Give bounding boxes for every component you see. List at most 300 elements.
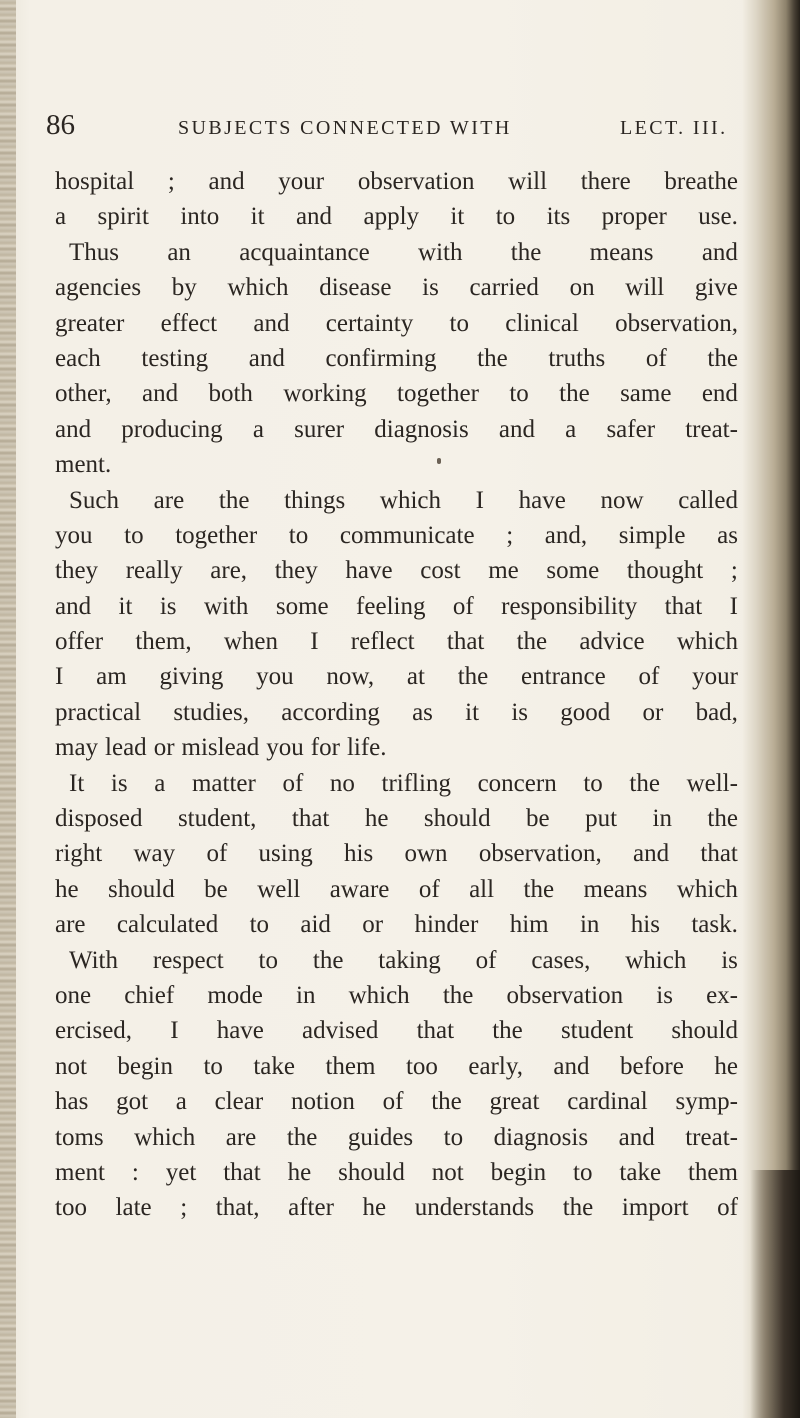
word: other, (55, 380, 112, 408)
word: after (288, 1194, 334, 1222)
word: advised (302, 1017, 379, 1045)
word: that (416, 1017, 455, 1045)
word: clear (214, 1088, 264, 1116)
word: a (175, 1088, 187, 1116)
body-text (55, 164, 738, 1226)
word: as (717, 521, 738, 549)
word: of (206, 840, 228, 868)
word: ; (180, 1194, 188, 1222)
word: and (142, 380, 179, 408)
running-title: SUBJECTS CONNECTED WITH (178, 117, 512, 139)
word: should (108, 875, 175, 903)
word: the (312, 946, 344, 974)
word: trifling (381, 769, 451, 797)
word: a (565, 415, 577, 443)
word: called (678, 486, 738, 514)
word: which (625, 946, 687, 974)
text-line (55, 1084, 738, 1119)
word: treat- (685, 1123, 738, 1151)
word: observation, (478, 840, 602, 868)
word: hospital (55, 168, 135, 195)
word: there (580, 168, 631, 195)
word: give (694, 274, 738, 302)
text-line (55, 766, 738, 801)
word: cases, (531, 946, 591, 974)
word: have (518, 486, 566, 514)
word: disposed (55, 805, 143, 833)
word: together (175, 521, 258, 549)
text-line (55, 801, 738, 836)
word: them (325, 1052, 376, 1080)
word: It (69, 769, 85, 797)
text-line (55, 836, 738, 871)
ink-speck (437, 458, 441, 464)
text-line (55, 1120, 738, 1155)
word: that (700, 840, 738, 868)
page-number: 86 (46, 109, 75, 141)
word: me (488, 557, 519, 585)
word: working (283, 380, 367, 408)
word: or (362, 911, 384, 939)
word: student (560, 1017, 634, 1045)
word: to (573, 1158, 593, 1186)
text-line (55, 235, 738, 270)
word: together (397, 380, 479, 408)
word: into (180, 203, 220, 231)
word: your (278, 168, 325, 195)
word: acquaintance (239, 238, 370, 266)
word: I (475, 486, 484, 514)
word: of (452, 592, 474, 620)
word: that (223, 1158, 261, 1186)
text-line (55, 1190, 738, 1225)
word: his (344, 840, 374, 868)
word: ment. (55, 451, 112, 479)
text-line (55, 1013, 738, 1048)
text-line (55, 376, 738, 411)
word: treat- (685, 415, 738, 443)
page-corner-shadow (750, 1170, 800, 1418)
word: them (687, 1158, 738, 1186)
word: a (55, 203, 67, 231)
word: apply (363, 203, 420, 231)
word: should (423, 805, 491, 833)
word: mode (207, 981, 263, 1009)
word: each (55, 344, 101, 372)
word: ; (730, 557, 738, 585)
text-line (55, 1049, 738, 1084)
word: same (620, 380, 672, 408)
text-line (55, 695, 738, 730)
word: the (707, 344, 738, 372)
word: I (55, 663, 64, 691)
word: he (714, 1052, 738, 1080)
word: the (516, 628, 548, 656)
word: to (443, 1123, 464, 1151)
word: I (170, 1017, 179, 1045)
page-header (0, 105, 800, 145)
text-line (55, 589, 738, 624)
word: they (55, 557, 99, 585)
word: is (656, 981, 673, 1009)
word: means (583, 875, 648, 903)
text-line (55, 978, 738, 1013)
word: effect (160, 309, 218, 337)
word: mislead (181, 734, 260, 762)
word: well (257, 875, 301, 903)
word: to (583, 769, 603, 797)
word: own (404, 840, 448, 868)
word: Such (69, 486, 119, 514)
word: all (469, 875, 495, 903)
word: at (406, 663, 425, 691)
word: have (216, 1017, 264, 1045)
word: may (55, 734, 99, 762)
word: early, (468, 1052, 523, 1080)
word: spirit (97, 203, 149, 231)
text-line (55, 412, 738, 447)
word: it (250, 203, 265, 231)
word: good (560, 698, 611, 726)
word: and (253, 309, 290, 337)
word: aware (329, 875, 390, 903)
word: are, (210, 557, 248, 585)
word: to (495, 203, 516, 231)
word: it (118, 592, 133, 620)
word: ; (506, 521, 514, 549)
word: are (55, 911, 86, 939)
running-lecture-number: LECT. III. (620, 117, 728, 139)
word: aid (300, 911, 331, 939)
word: well- (686, 769, 738, 797)
word: to (288, 521, 309, 549)
word: and (295, 203, 333, 231)
word: diagnosis (493, 1123, 589, 1151)
word: is (110, 769, 128, 797)
word: greater (55, 309, 125, 337)
word: student, (177, 805, 257, 833)
word: and (248, 344, 285, 372)
word: toms (55, 1123, 104, 1151)
word: him (509, 911, 549, 939)
word: hinder (414, 911, 479, 939)
word: agencies (55, 274, 142, 302)
word: the (492, 1017, 523, 1045)
word: the (629, 769, 660, 797)
word: and (55, 592, 92, 620)
word: way (133, 840, 176, 868)
word: which (348, 981, 410, 1009)
word: for (310, 734, 340, 762)
word: With (69, 946, 118, 974)
word: guides (347, 1123, 414, 1151)
word: studies, (173, 698, 250, 726)
word: that (291, 805, 330, 833)
word: bad, (695, 698, 738, 726)
word: according (281, 698, 380, 726)
word: clinical (505, 309, 579, 337)
word: that (446, 628, 485, 656)
word: producing (121, 415, 223, 443)
word: both (208, 380, 253, 408)
word: will (625, 274, 665, 302)
word: the (442, 981, 474, 1009)
word: which (379, 486, 441, 514)
page-left-edge (0, 0, 16, 1418)
word: is (721, 946, 738, 974)
word: diagnosis (374, 415, 469, 443)
word: the (431, 1088, 462, 1116)
word: life. (346, 734, 387, 762)
word: the (286, 1123, 318, 1151)
word: one (55, 981, 92, 1009)
word: to (449, 309, 469, 337)
word: when (223, 628, 278, 656)
word: which (676, 875, 738, 903)
word: I (310, 628, 319, 656)
word: they (274, 557, 318, 585)
word: breathe (664, 168, 738, 195)
word: is (422, 274, 439, 302)
word: a (154, 769, 166, 797)
word: the (707, 805, 738, 833)
word: which (227, 274, 289, 302)
word: you (55, 521, 93, 549)
word: and (208, 168, 245, 195)
text-line (55, 943, 738, 978)
word: Thus (69, 238, 119, 266)
word: he (287, 1158, 312, 1186)
word: too (55, 1194, 87, 1222)
text-line (55, 659, 738, 694)
word: use. (698, 203, 738, 231)
word: notion (290, 1088, 355, 1116)
word: proper (601, 203, 667, 231)
word: of (418, 875, 440, 903)
word: ex- (706, 981, 738, 1009)
word: in (652, 805, 672, 833)
word: and, (544, 521, 588, 549)
word: before (620, 1052, 684, 1080)
word: the (457, 663, 489, 691)
word: to (203, 1052, 223, 1080)
word: and (633, 840, 670, 868)
word: which (676, 628, 738, 656)
word: the (477, 344, 508, 372)
word: an (167, 238, 191, 266)
word: its (546, 203, 571, 231)
word: will (508, 168, 548, 195)
word: : (131, 1158, 139, 1186)
word: the (523, 875, 555, 903)
word: are (225, 1123, 257, 1151)
word: take (253, 1052, 295, 1080)
word: your (692, 663, 738, 691)
word: be (204, 875, 228, 903)
word: simple (618, 521, 686, 549)
word: feeling (356, 592, 426, 620)
word: his (630, 911, 660, 939)
word: and (553, 1052, 590, 1080)
word: to (509, 380, 529, 408)
word: disease (319, 274, 392, 302)
word: it (450, 203, 465, 231)
word: communicate (339, 521, 475, 549)
word: and (618, 1123, 655, 1151)
word: concern (477, 769, 557, 797)
word: thought (626, 557, 704, 585)
word: late (115, 1194, 152, 1222)
word: matter (191, 769, 256, 797)
word: reflect (350, 628, 415, 656)
word: testing (141, 344, 209, 372)
word: he (55, 875, 79, 903)
text-line (55, 730, 738, 765)
word: has (55, 1088, 89, 1116)
word: on (569, 274, 595, 302)
word: the (562, 1194, 594, 1222)
word: of (638, 663, 660, 691)
word: the (218, 486, 250, 514)
word: surer (294, 415, 345, 443)
word: taking (378, 946, 441, 974)
word: ercised, (55, 1017, 133, 1045)
word: them, (135, 628, 192, 656)
text-line (55, 164, 738, 199)
word: as (412, 698, 433, 726)
word: is (511, 698, 528, 726)
text-line (55, 1155, 738, 1190)
word: observation (357, 168, 475, 195)
word: offer (55, 628, 104, 656)
word: too (405, 1052, 438, 1080)
text-line (55, 447, 738, 482)
text-line (55, 518, 738, 553)
word: with (418, 238, 463, 266)
word: symp- (675, 1088, 738, 1116)
text-line (55, 907, 738, 942)
word: observation, (615, 309, 738, 337)
word: of (645, 344, 667, 372)
word: cardinal (567, 1088, 648, 1116)
word: safer (606, 415, 656, 443)
word: carried (469, 274, 539, 302)
word: giving (159, 663, 224, 691)
text-line (55, 199, 738, 234)
word: using (258, 840, 313, 868)
word: should (671, 1017, 738, 1045)
word: of (717, 1194, 738, 1222)
word: it (465, 698, 480, 726)
word: great (489, 1088, 540, 1116)
word: the (559, 380, 590, 408)
word: begin (117, 1052, 173, 1080)
word: of (382, 1088, 404, 1116)
word: take (619, 1158, 662, 1186)
word: truths (548, 344, 606, 372)
word: should (338, 1158, 405, 1186)
word: now (600, 486, 644, 514)
word: of (282, 769, 304, 797)
word: that, (215, 1194, 260, 1222)
word: which (134, 1123, 196, 1151)
word: is (159, 592, 177, 620)
word: lead (105, 734, 147, 762)
word: end (701, 380, 738, 408)
text-line (55, 341, 738, 376)
word: chief (124, 981, 175, 1009)
word: a (252, 415, 264, 443)
word: some (546, 557, 600, 585)
word: or (642, 698, 664, 726)
word: begin (490, 1158, 547, 1186)
word: put (585, 805, 618, 833)
text-line (55, 872, 738, 907)
word: ; (167, 168, 175, 195)
word: got (116, 1088, 149, 1116)
word: no (329, 769, 355, 797)
word: and (55, 415, 92, 443)
word: and (701, 238, 738, 266)
word: observation (506, 981, 624, 1009)
word: calculated (116, 911, 219, 939)
word: you (266, 734, 304, 762)
word: really (125, 557, 183, 585)
word: the (510, 238, 542, 266)
word: that (664, 592, 703, 620)
word: in (296, 981, 316, 1009)
word: I (729, 592, 738, 620)
word: of (475, 946, 497, 974)
word: in (579, 911, 600, 939)
word: cost (420, 557, 461, 585)
word: some (275, 592, 329, 620)
word: import (621, 1194, 689, 1222)
word: entrance (521, 663, 606, 691)
word: or (153, 734, 175, 762)
word: to (258, 946, 278, 974)
word: have (345, 557, 393, 585)
word: and (498, 415, 535, 443)
word: understands (414, 1194, 535, 1222)
word: practical (55, 698, 142, 726)
word: he (364, 805, 389, 833)
word: respect (152, 946, 224, 974)
word: responsibility (501, 592, 638, 620)
text-line (55, 270, 738, 305)
text-line (55, 483, 738, 518)
word: certainty (325, 309, 414, 337)
word: task. (691, 911, 738, 939)
text-line (55, 306, 738, 341)
word: by (171, 274, 197, 302)
word: with (203, 592, 249, 620)
word: to (124, 521, 144, 549)
word: be (526, 805, 550, 833)
word: yet (165, 1158, 197, 1186)
word: to (249, 911, 270, 939)
word: confirming (325, 344, 437, 372)
word: right (55, 840, 103, 868)
word: things (284, 486, 346, 514)
text-line (55, 553, 738, 588)
word: am (96, 663, 127, 691)
word: not (55, 1052, 87, 1080)
word: are (153, 486, 185, 514)
text-line (55, 624, 738, 659)
word: advice (579, 628, 645, 656)
word: ment (55, 1158, 105, 1186)
